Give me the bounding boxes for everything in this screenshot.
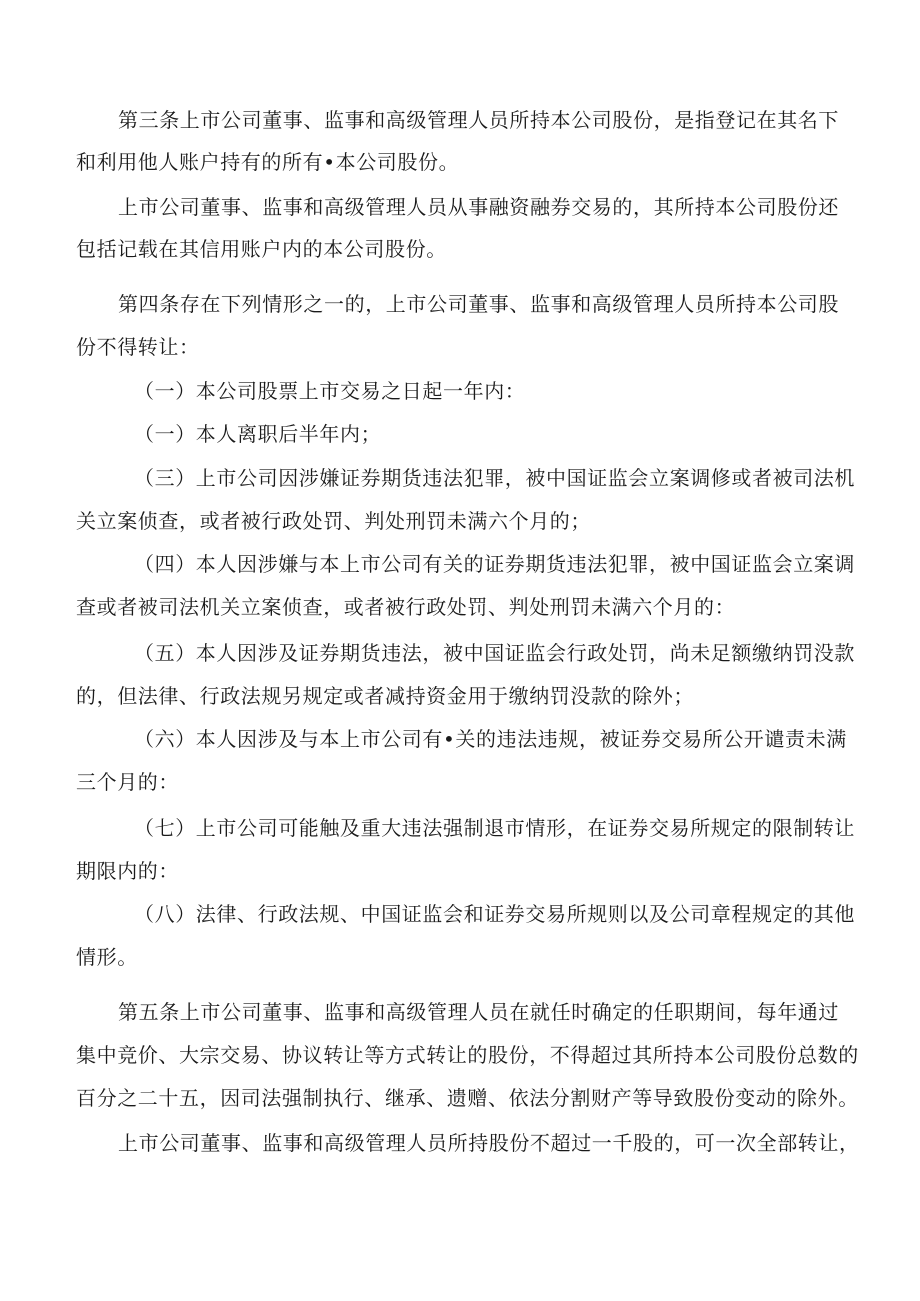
text-line: （三）上市公司因涉嫌证券期货违法犯罪，被中国证监会立案调修或者被司法机 [134,466,855,490]
text-line: 第四条存在下列情形之一的，上市公司董事、监事和高级管理人员所持本公司股 [118,292,839,316]
text-line: 查或者被司法机关立案侦查，或者被行政处罚、判处刑罚未满六个月的： [76,595,736,619]
text-line: 第五条上市公司董事、监事和高级管理人员在就任时确定的任职期间，每年通过 [118,1000,839,1024]
text-line: （七）上市公司可能触及重大违法强制退市情形，在证券交易所规定的限制转让 [134,816,855,840]
text-line: 期限内的： [76,859,179,883]
text-line: 份不得转让： [76,335,200,359]
text-line: 和利用他人账户持有的所有•本公司股份。 [76,150,460,174]
text-line: 三个月的： [76,770,179,794]
text-line: 的，但法律、行政法规另规定或者减持资金用于缴纳罚没款的除外； [76,684,694,708]
text-line: （六）本人因涉及与本上市公司有•关的违法违规，被证券交易所公开谴责未满 [134,727,847,751]
text-line: （一）本人离职后半年内； [134,422,382,446]
text-line: 情形。 [76,945,138,969]
text-line: （一）本公司股票上市交易之日起一年内： [134,379,526,403]
text-line: 集中竞价、大宗交易、协议转让等方式转让的股份，不得超过其所持本公司股份总数的 [76,1043,859,1067]
text-line: （八）法律、行政法规、中国证监会和证券交易所规则以及公司章程规定的其他 [134,902,855,926]
text-line: 上市公司董事、监事和高级管理人员从事融资融券交易的，其所持本公司股份还 [118,195,839,219]
text-line: （五）本人因涉及证券期货违法，被中国证监会行政处罚，尚未足额缴纳罚没款 [134,641,855,665]
text-line: （四）本人因涉嫌与本上市公司有关的证券期货违法犯罪，被中国证监会立案调 [134,552,855,576]
text-line: 上市公司董事、监事和高级管理人员所持股份不超过一千股的，可一次全部转让， [118,1131,860,1155]
text-line: 关立案侦查，或者被行政处罚、判处刑罚未满六个月的； [76,509,591,533]
text-line: 包括记载在其信用账户内的本公司股份。 [76,237,447,261]
text-line: 百分之二十五，因司法强制执行、继承、遗赠、依法分割财产等导致股份变动的除外。 [76,1086,859,1110]
text-line: 第三条上市公司董事、监事和高级管理人员所持本公司股份，是指登记在其名下 [118,108,839,132]
